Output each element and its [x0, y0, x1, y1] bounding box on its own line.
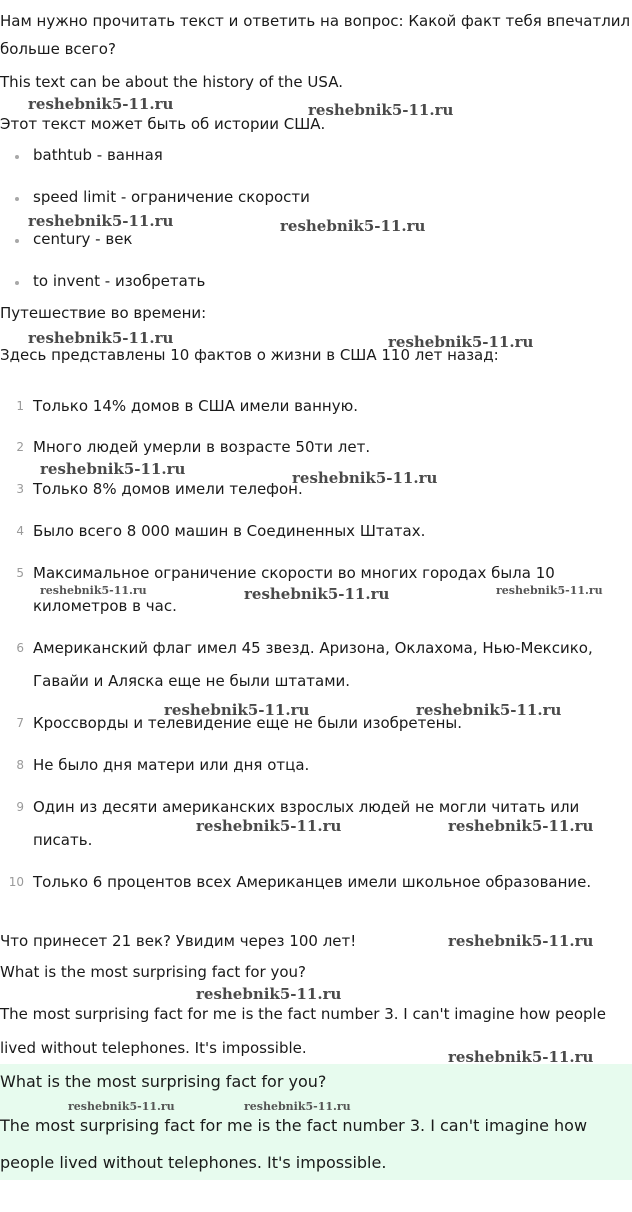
fact-text: Один из десяти американских взрослых людей не могли читать или	[33, 798, 580, 816]
highlighted-answer-block	[0, 1064, 632, 1180]
watermark: reshebnik5-11.ru	[196, 985, 342, 1003]
fact-text: писать.	[33, 831, 93, 849]
watermark: reshebnik5-11.ru	[448, 817, 594, 835]
bullet-dot	[15, 281, 19, 285]
fact-text: Гавайи и Аляска еще не были штатами.	[33, 672, 351, 690]
watermark: reshebnik5-11.ru	[164, 701, 310, 719]
highlight-answer-line-1: The most surprising fact for me is the fact number 3. I can't imagine how	[0, 1116, 588, 1135]
watermark: reshebnik5-11.ru	[496, 584, 603, 597]
fact-number: 6	[16, 641, 24, 655]
section-title: Путешествие во времени:	[0, 304, 207, 322]
watermark: reshebnik5-11.ru	[244, 585, 390, 603]
fact-number: 10	[8, 875, 24, 889]
facts-intro: Здесь представлены 10 фактов о жизни в США 110 лет назад:	[0, 346, 499, 364]
fact-text: Только 8% домов имели телефон.	[33, 480, 303, 498]
fact-number: 1	[16, 399, 24, 413]
watermark: reshebnik5-11.ru	[308, 101, 454, 119]
fact-text: Только 14% домов в США имели ванную.	[33, 397, 358, 415]
fact-text: километров в час.	[33, 597, 177, 615]
watermark: reshebnik5-11.ru	[40, 584, 147, 597]
fact-text: Кроссворды и телевидение еще не были изобретены.	[33, 714, 463, 732]
answer-line-1: The most surprising fact for me is the fact number 3. I can't imagine how people	[0, 1005, 606, 1023]
watermark: reshebnik5-11.ru	[292, 469, 438, 487]
watermark: reshebnik5-11.ru	[196, 817, 342, 835]
watermark: reshebnik5-11.ru	[244, 1100, 351, 1113]
watermark: reshebnik5-11.ru	[448, 1048, 594, 1066]
answer-line-2: lived without telephones. It's impossible.	[0, 1039, 307, 1057]
watermark: reshebnik5-11.ru	[416, 701, 562, 719]
watermark: reshebnik5-11.ru	[448, 932, 594, 950]
watermark: reshebnik5-11.ru	[68, 1100, 175, 1113]
intro-english: This text can be about the history of the USA.	[0, 73, 343, 91]
question-text: What is the most surprising fact for you?	[0, 963, 306, 981]
fact-number: 8	[16, 758, 24, 772]
vocab-item: bathtub - ванная	[33, 146, 163, 164]
fact-number: 4	[16, 524, 24, 538]
watermark: reshebnik5-11.ru	[28, 329, 174, 347]
fact-text: Не было дня матери или дня отца.	[33, 756, 310, 774]
fact-number: 3	[16, 482, 24, 496]
fact-text: Максимальное ограничение скорости во многих городах была 10	[33, 564, 555, 582]
watermark: reshebnik5-11.ru	[280, 217, 426, 235]
watermark: reshebnik5-11.ru	[40, 460, 186, 478]
watermark: reshebnik5-11.ru	[28, 95, 174, 113]
highlight-answer-line-2: people lived without telephones. It's impossible.	[0, 1153, 387, 1172]
fact-number: 7	[16, 716, 24, 730]
vocab-item: to invent - изобретать	[33, 272, 206, 290]
bullet-dot	[15, 239, 19, 243]
vocab-item: speed limit - ограничение скорости	[33, 188, 310, 206]
task-text-line-1: Нам нужно прочитать текст и ответить на вопрос: Какой факт тебя впечатлил	[0, 12, 631, 30]
watermark: reshebnik5-11.ru	[28, 212, 174, 230]
fact-number: 9	[16, 800, 24, 814]
fact-text: Американский флаг имел 45 звезд. Аризона, Оклахома, Нью-Мексико,	[33, 639, 593, 657]
fact-text: Много людей умерли в возрасте 50ти лет.	[33, 438, 371, 456]
watermark: reshebnik5-11.ru	[388, 333, 534, 351]
task-text-line-2: больше всего?	[0, 40, 116, 58]
vocab-item: century - век	[33, 230, 133, 248]
intro-russian: Этот текст может быть об истории США.	[0, 115, 326, 133]
fact-number: 5	[16, 566, 24, 580]
highlight-question: What is the most surprising fact for you?	[0, 1072, 327, 1091]
bullet-dot	[15, 197, 19, 201]
fact-text: Было всего 8 000 машин в Соединенных Штатах.	[33, 522, 426, 540]
fact-number: 2	[16, 440, 24, 454]
closing-text: Что принесет 21 век? Увидим через 100 лет!	[0, 932, 357, 950]
bullet-dot	[15, 155, 19, 159]
fact-text: Только 6 процентов всех Американцев имели школьное образование.	[33, 873, 592, 891]
